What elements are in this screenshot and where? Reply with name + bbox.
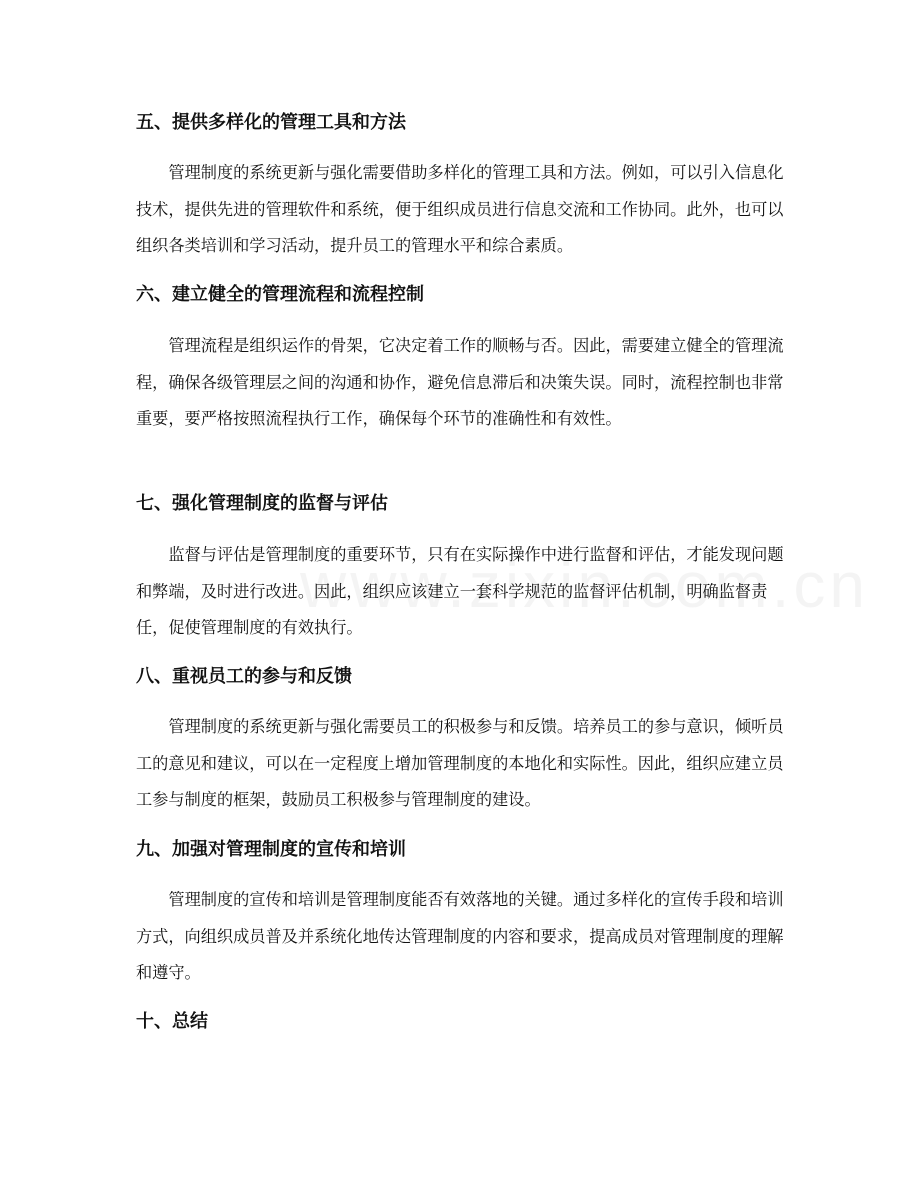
section-paragraph-5: 管理制度的系统更新与强化需要借助多样化的管理工具和方法。例如，可以引入信息化技术，提供先进的管理软件和系统，便于组织成员进行信息交流和工作协同。此外，也可以组织各类培训和学习活动，提升员工的管理水平和综合素质。 xyxy=(136,163,784,255)
section-heading-6: 六、建立健全的管理流程和流程控制 xyxy=(136,284,424,305)
section-heading-8: 八、重视员工的参与和反馈 xyxy=(136,666,352,687)
section-paragraph-9: 管理制度的宣传和培训是管理制度能否有效落地的关键。通过多样化的宣传手段和培训方式，向组织成员普及并系统化地传达管理制度的内容和要求，提高成员对管理制度的理解和遵守。 xyxy=(136,890,784,982)
section-heading-9: 九、加强对管理制度的宣传和培训 xyxy=(136,839,406,860)
section-heading-10: 十、总结 xyxy=(136,1011,208,1032)
section-paragraph-8: 管理制度的系统更新与强化需要员工的积极参与和反馈。培养员工的参与意识，倾听员工的意见和建议，可以在一定程度上增加管理制度的本地化和实际性。因此，组织应建立员工参与制度的框架，鼓励员工积极参与管理制度的建设。 xyxy=(136,717,784,809)
section-heading-5: 五、提供多样化的管理工具和方法 xyxy=(136,112,406,133)
section-paragraph-7: 监督与评估是管理制度的重要环节，只有在实际操作中进行监督和评估，才能发现问题和弊端，及时进行改进。因此，组织应该建立一套科学规范的监督评估机制，明确监督责任，促使管理制度的有效执行。 xyxy=(136,545,784,637)
section-heading-7: 七、强化管理制度的监督与评估 xyxy=(136,493,388,514)
section-paragraph-6: 管理流程是组织运作的骨架，它决定着工作的顺畅与否。因此，需要建立健全的管理流程，确保各级管理层之间的沟通和协作，避免信息滞后和决策失误。同时，流程控制也非常重要，要严格按照流程执行工作，确保每个环节的准确性和有效性。 xyxy=(136,336,784,428)
